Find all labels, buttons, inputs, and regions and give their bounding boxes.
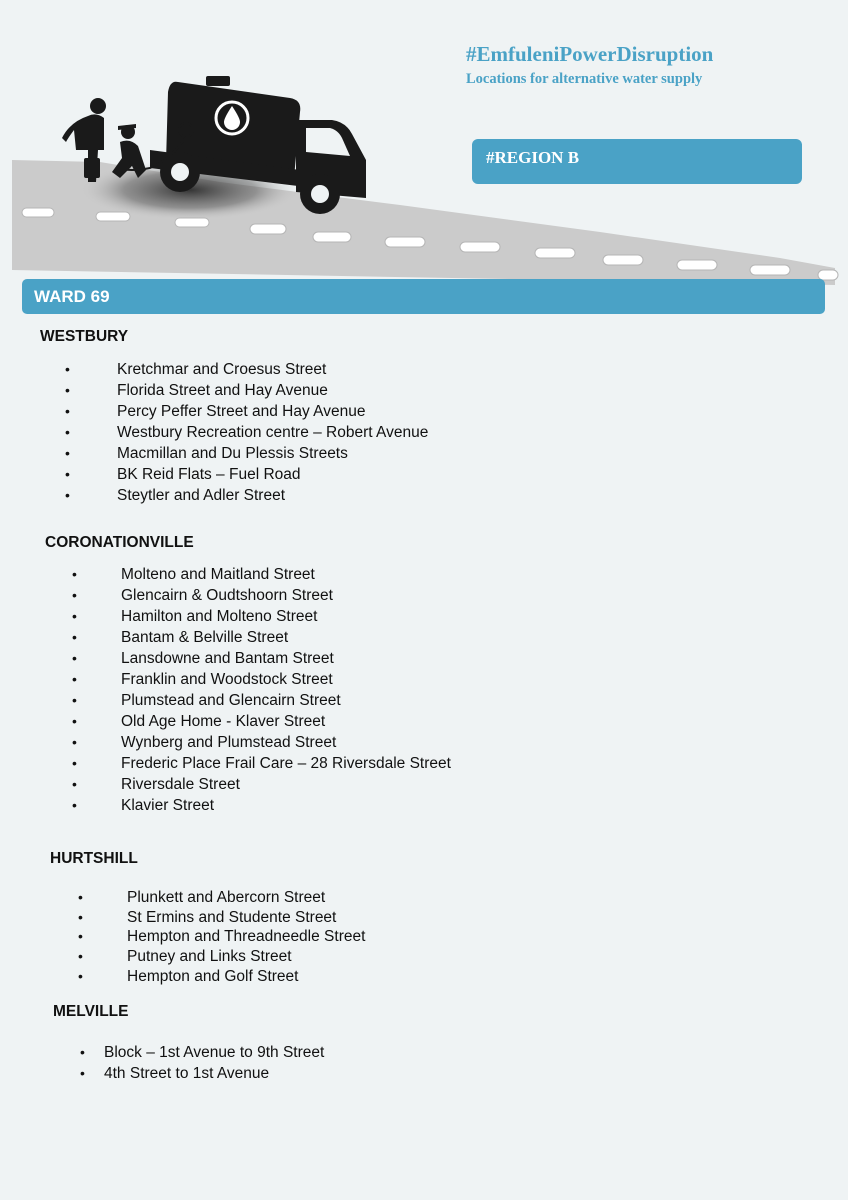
location-text: Hamilton and Molteno Street (121, 608, 318, 625)
bullet: • (72, 734, 77, 750)
bullet: • (72, 776, 77, 792)
list-item (80, 1042, 325, 1063)
section-heading-coronationville: CORONATIONVILLE (45, 534, 194, 551)
location-text: Hempton and Golf Street (127, 967, 299, 985)
ward-banner (22, 279, 825, 314)
campaign-hashtag: #EmfuleniPowerDisruption (466, 42, 714, 66)
bullet: • (80, 1044, 85, 1060)
location-text: Hempton and Threadneedle Street (127, 928, 366, 946)
list-item (72, 732, 451, 753)
location-text: Plunkett and Abercorn Street (127, 889, 326, 906)
list-item (72, 648, 451, 669)
location-text: Old Age Home - Klaver Street (121, 713, 326, 730)
location-text: Florida Street and Hay Avenue (117, 382, 328, 399)
list-item (80, 1063, 324, 1084)
section-heading-westbury: WESTBURY (40, 328, 129, 345)
region-label: #REGION B (486, 148, 580, 167)
location-text: St Ermins and Studente Street (127, 908, 337, 926)
list-item (65, 359, 428, 380)
list-item (72, 669, 451, 690)
water-drop-icon (216, 102, 248, 134)
melville-location-list (80, 1042, 325, 1084)
section-heading-hurtshill: HURTSHILL (50, 850, 138, 867)
list-item (78, 908, 365, 928)
list-item (78, 947, 365, 967)
list-item (65, 422, 429, 443)
list-item (72, 606, 451, 627)
bullet: • (72, 713, 77, 729)
location-text: Percy Peffer Street and Hay Avenue (117, 403, 366, 420)
bullet: • (72, 650, 77, 666)
list-item (78, 888, 365, 908)
location-text: Frederic Place Frail Care – 28 Riversdale Street (121, 755, 451, 772)
location-text: Bantam & Belville Street (121, 629, 289, 646)
bullet: • (72, 671, 77, 687)
list-item (65, 401, 428, 422)
location-text: Wynberg and Plumstead Street (121, 734, 337, 751)
list-item (65, 485, 428, 506)
location-text: BK Reid Flats – Fuel Road (117, 466, 301, 483)
bullet: • (78, 928, 83, 945)
list-item (72, 690, 451, 711)
location-text: Franklin and Woodstock Street (121, 671, 333, 688)
bullet: • (78, 889, 83, 905)
hurtshill-location-list (78, 888, 366, 986)
location-text: Block – 1st Avenue to 9th Street (104, 1044, 325, 1061)
location-text: Kretchmar and Croesus Street (117, 361, 327, 378)
location-text: Putney and Links Street (127, 948, 292, 966)
bullet: • (78, 948, 83, 965)
bullet: • (65, 382, 70, 398)
list-item (78, 927, 366, 947)
list-item (65, 380, 428, 401)
list-item (72, 774, 451, 795)
location-text: Molteno and Maitland Street (121, 566, 315, 583)
list-item (65, 464, 428, 485)
ward-label: WARD 69 (34, 287, 110, 306)
bullet: • (65, 403, 70, 419)
list-item (72, 711, 451, 732)
bullet: • (65, 487, 70, 503)
bullet: • (65, 361, 70, 377)
list-item (72, 753, 451, 774)
location-text: Westbury Recreation centre – Robert Avenue (117, 424, 429, 441)
page-subtitle: Locations for alternative water supply (466, 71, 703, 87)
location-text: Klavier Street (121, 797, 215, 814)
location-text: Lansdowne and Bantam Street (121, 650, 334, 667)
list-item (72, 585, 451, 606)
list-item (72, 564, 451, 585)
list-item (72, 795, 451, 816)
list-item (65, 443, 428, 464)
bullet: • (65, 424, 70, 440)
bullet: • (72, 629, 77, 645)
list-item (78, 967, 365, 987)
list-item (72, 627, 451, 648)
bullet: • (65, 445, 70, 461)
bullet: • (72, 755, 77, 771)
location-text: Macmillan and Du Plessis Streets (117, 445, 348, 462)
location-text: Riversdale Street (121, 776, 240, 793)
location-text: Glencairn & Oudtshoorn Street (121, 587, 333, 604)
bullet: • (80, 1065, 85, 1081)
bullet: • (78, 908, 83, 925)
bullet: • (72, 566, 77, 582)
bullet: • (72, 608, 77, 624)
bullet: • (72, 797, 77, 813)
bullet: • (65, 466, 70, 482)
location-text: Steytler and Adler Street (117, 487, 286, 504)
location-text: Plumstead and Glencairn Street (121, 692, 341, 709)
coronationville-location-list (72, 564, 451, 816)
bullet: • (72, 692, 77, 708)
section-heading-melville: MELVILLE (53, 1003, 129, 1020)
region-banner (472, 139, 802, 184)
location-text: 4th Street to 1st Avenue (104, 1065, 270, 1082)
bullet: • (78, 967, 83, 984)
bullet: • (72, 587, 77, 603)
westbury-location-list (65, 359, 429, 506)
